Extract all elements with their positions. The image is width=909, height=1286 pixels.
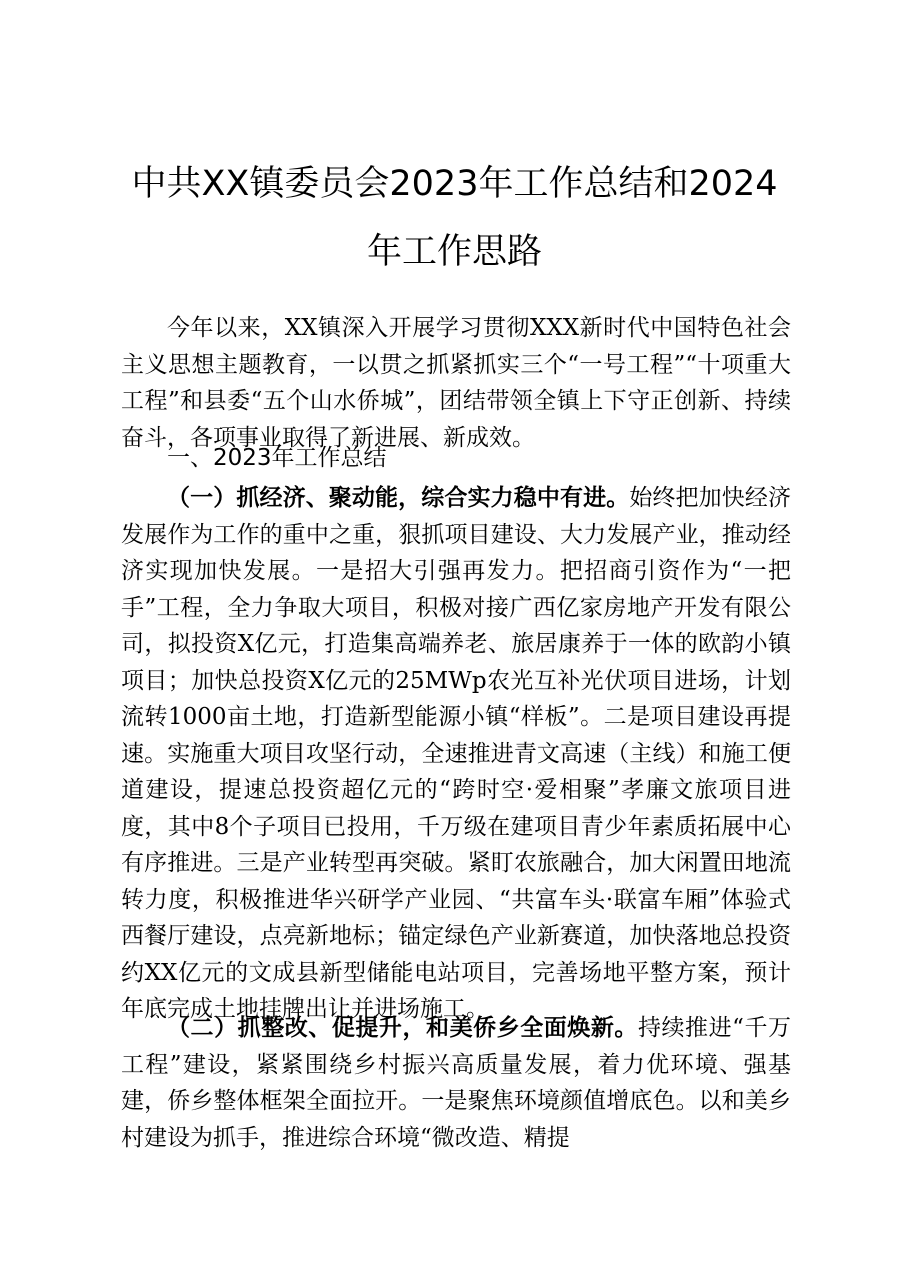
subsection-1-paragraph xyxy=(121,480,791,1028)
subsection-1-body: 始终把加快经济发展作为工作的重中之重，狠抓项目建设、大力发展产业，推动经济实现加快发展。一是招大引强再发力。把招商引资作为“一把手”工程，全力争取大项目，积极对接广西亿家房地产开发有限公司，拟投资X亿元，打造集高端养老、旅居康养于一体的欧韵小镇项目；加快总投资X亿元的25MWp农光互补光伏项目进场，计划流转1000亩土地，打造新型能源小镇“样板”。二是项目建设再提速。实施重大项目攻坚行动，全速推进青文高速（主线）和施工便道建设，提速总投资超亿元的“跨时空·爱相聚”孝廉文旅项目进度，其中8个子项目已投用，千万级在建项目青少年素质拓展中心有序推进。三是产业转型再突破。紧盯农旅融合，加大闲置田地流转力度，积极推进华兴研学产业园、“共富车头·联富车厢”体验式西餐厅建设，点亮新地标；锚定绿色产业新赛道，加快落地总投资约XX亿元的文成县新型储能电站项目，完善场地平整方案，预计年底完成土地挂牌出让并进场施工。 xyxy=(121,485,792,1022)
section-heading-1: 一、2023年工作总结 xyxy=(167,445,387,471)
subsection-2-paragraph xyxy=(121,1010,791,1156)
intro-paragraph: 今年以来，XX镇深入开展学习贯彻XXX新时代中国特色社会主义思想主题教育，一以贯之抓紧抓实三个“一号工程”“十项重大工程”和县委“五个山水侨城”，团结带领全镇上下守正创新、持续奋斗，各项事业取得了新进展、新成效。 xyxy=(121,315,791,451)
document-title-line-2: 年工作思路 xyxy=(366,232,542,272)
subsection-2-body: 持续推进“千万工程”建设，紧紧围绕乡村振兴高质量发展，着力优环境、强基建，侨乡整体框架全面拉开。一是聚焦环境颜值增底色。以和美乡村建设为抓手，推进综合环境“微改造、精提 xyxy=(121,1015,791,1151)
subsection-1-lead: （一）抓经济、聚动能，综合实力稳中有进。 xyxy=(167,484,630,511)
document-title-line-1: 中共XX镇委员会2023年工作总结和2024 xyxy=(131,164,778,204)
subsection-2-lead: （二）抓整改、促提升，和美侨乡全面焕新。 xyxy=(167,1014,638,1041)
